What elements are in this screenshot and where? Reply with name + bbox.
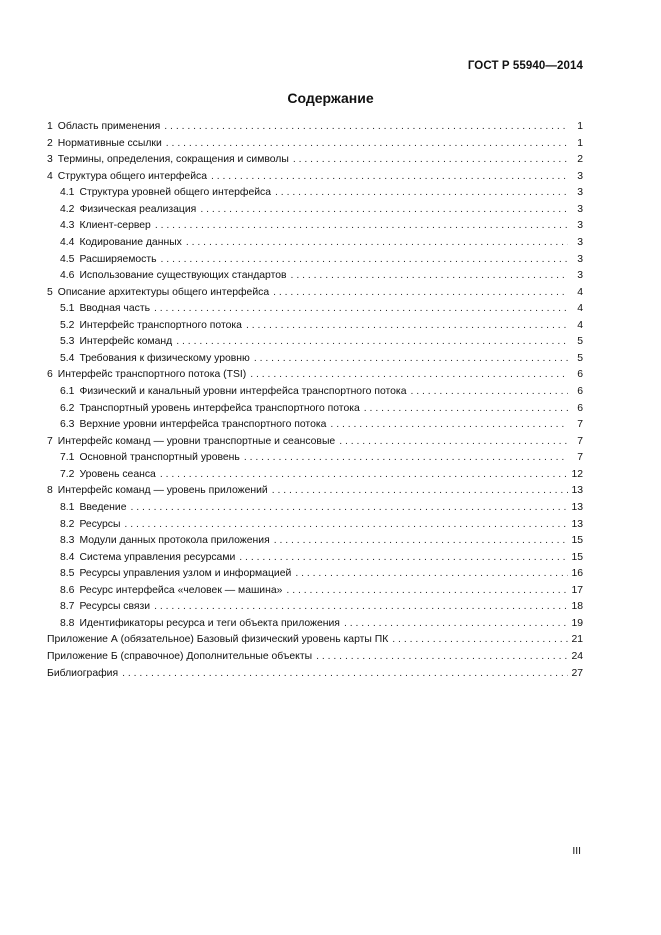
toc-entry-number: 8 — [47, 485, 53, 497]
toc-entry[interactable] — [47, 467, 583, 484]
toc-entry-number: 5.4 — [60, 352, 75, 364]
toc-entry-number: 8.2 — [60, 518, 75, 530]
toc-entry[interactable] — [47, 417, 583, 434]
toc-entry[interactable] — [47, 119, 583, 136]
toc-leader-dots — [364, 401, 568, 418]
toc-entry-number: 4.1 — [60, 187, 75, 199]
toc-entry-title: Транспортный уровень интерфейса транспортного потока — [79, 402, 360, 414]
toc-entry-title: Основной транспортный уровень — [79, 452, 240, 464]
toc-entry-number: 8.1 — [60, 501, 75, 513]
toc-leader-dots — [291, 268, 568, 285]
toc-entry-title: Физический и канальный уровни интерфейса транспортного потока — [79, 386, 407, 397]
toc-entry[interactable] — [47, 533, 583, 550]
toc-entry-page: 7 — [577, 419, 583, 431]
toc-leader-dots — [410, 384, 568, 401]
toc-entry-title: Область применения — [57, 121, 161, 132]
toc-leader-dots — [344, 616, 568, 633]
toc-entry-number: 5.2 — [60, 319, 75, 331]
toc-entry-number: 4.6 — [60, 270, 75, 282]
toc-entry[interactable] — [47, 616, 583, 633]
toc-entry-title: Модули данных протокола приложения — [79, 535, 270, 547]
toc-leader-dots — [160, 467, 568, 484]
toc-entry-title: Ресурс интерфейса «человек — машина» — [79, 584, 283, 596]
toc-leader-dots — [250, 367, 568, 384]
toc-entry-title: Система управления ресурсами — [79, 551, 236, 563]
toc-entry-page: 6 — [577, 369, 583, 381]
toc-entry-page: 3 — [577, 220, 583, 232]
toc-entry-page: 6 — [577, 402, 583, 414]
toc-entry-number: 8.8 — [60, 617, 75, 629]
toc-entry[interactable] — [47, 384, 583, 401]
toc-entry-title: Интерфейс команд — уровни транспортные и сеансовые — [57, 435, 336, 447]
toc-entry-number: 4.2 — [60, 203, 75, 215]
toc-entry-title: Использование существующих стандартов — [79, 270, 287, 282]
toc-entry-title: Интерфейс команд — уровень приложений — [57, 485, 268, 497]
toc-entry-page: 19 — [571, 617, 583, 629]
toc-entry-page: 3 — [577, 203, 583, 215]
toc-entry-page: 4 — [577, 303, 583, 315]
toc-leader-dots — [273, 285, 568, 302]
toc-entry-page: 27 — [571, 667, 583, 679]
toc-entry-page: 21 — [571, 634, 583, 646]
toc-entry-number: 8.5 — [60, 568, 75, 580]
toc-title: Содержание — [287, 90, 374, 106]
toc-leader-dots — [155, 218, 568, 235]
toc-entry-page: 15 — [571, 535, 583, 547]
toc-entry-title: Уровень сеанса — [79, 468, 156, 480]
toc-entry-title: Требования к физическому уровню — [79, 352, 250, 364]
toc-entry-title: Ресурсы — [79, 518, 121, 530]
toc-entry-title: Ресурсы связи — [79, 601, 151, 613]
toc-entry-title: Термины, определения, сокращения и символы — [57, 154, 289, 166]
toc-entry[interactable] — [47, 632, 583, 649]
toc-leader-dots — [161, 252, 568, 269]
toc-entry-page: 3 — [577, 253, 583, 265]
toc-entry[interactable] — [47, 252, 583, 269]
toc-entry[interactable] — [47, 434, 583, 451]
toc-entry-page: 4 — [577, 286, 583, 298]
toc-entry-page: 3 — [577, 170, 583, 182]
toc-entry-number: 6.2 — [60, 402, 75, 414]
toc-entry-title: Описание архитектуры общего интерфейса — [57, 286, 270, 298]
toc-entry[interactable] — [47, 550, 583, 567]
toc-entry-title: Библиография — [47, 667, 119, 679]
toc-entry-number: 8.4 — [60, 551, 75, 563]
toc-leader-dots — [286, 583, 568, 600]
toc-entry[interactable] — [47, 649, 583, 666]
toc-entry-page: 7 — [577, 452, 583, 464]
toc-entry-number: 7.2 — [60, 468, 75, 480]
toc-entry-page: 7 — [577, 435, 583, 447]
toc-entry-title: Нормативные ссылки — [57, 137, 162, 149]
toc-entry-number: 4.4 — [60, 236, 75, 248]
toc-entry-number: 4.3 — [60, 220, 75, 232]
toc-leader-dots — [122, 666, 568, 683]
toc-entry[interactable] — [47, 599, 583, 616]
toc-leader-dots — [339, 434, 568, 451]
toc-entry[interactable] — [47, 318, 583, 335]
toc-entry-title: Физическая реализация — [79, 203, 197, 215]
toc-entry-number: 6.3 — [60, 419, 75, 431]
toc-entry-page: 13 — [571, 485, 583, 497]
toc-entry-title: Кодирование данных — [79, 236, 182, 248]
toc-leader-dots — [275, 185, 568, 202]
toc-entry-number: 8.7 — [60, 601, 75, 613]
toc-entry-number: 2 — [47, 137, 53, 149]
toc-leader-dots — [186, 235, 568, 252]
toc-entry-page: 12 — [571, 468, 583, 480]
toc-leader-dots — [166, 136, 568, 153]
toc-entry-page: 18 — [571, 601, 583, 613]
toc-leader-dots — [164, 119, 568, 136]
toc-entry-number: 6.1 — [60, 386, 75, 397]
toc-entry-title: Ресурсы управления узлом и информацией — [79, 568, 292, 580]
toc-entry-page: 4 — [577, 319, 583, 331]
toc-entry-title: Расширяемость — [79, 253, 157, 265]
toc-entry-number: 7.1 — [60, 452, 75, 464]
toc-entry-title: Интерфейс транспортного потока (TSI) — [57, 369, 247, 381]
toc-entry-number: 4 — [47, 170, 53, 182]
toc-entry-number: 8.3 — [60, 535, 75, 547]
toc-entry-number: 5 — [47, 286, 53, 298]
toc-entry-number: 7 — [47, 435, 53, 447]
toc-entry-title: Приложение А (обязательное) Базовый физический уровень карты ПК — [47, 634, 389, 646]
page-number: III — [572, 846, 581, 857]
toc-entry[interactable] — [47, 401, 583, 418]
toc-entry[interactable] — [47, 301, 583, 318]
toc-entry-page: 6 — [577, 386, 583, 397]
toc-entry[interactable] — [47, 367, 583, 384]
toc-entry[interactable] — [47, 666, 583, 683]
toc-entry[interactable] — [47, 566, 583, 583]
toc-entry-title: Приложение Б (справочное) Дополнительные объекты — [47, 651, 313, 662]
toc-entry-number: 1 — [47, 121, 53, 132]
toc-entry[interactable] — [47, 583, 583, 600]
toc-entry-page: 3 — [577, 236, 583, 248]
toc-entry[interactable] — [47, 185, 583, 202]
toc-leader-dots — [131, 500, 569, 517]
toc-leader-dots — [316, 649, 568, 666]
toc-entry[interactable] — [47, 334, 583, 351]
toc-leader-dots — [392, 632, 568, 649]
toc-entry-number: 3 — [47, 154, 53, 166]
toc-entry-page: 3 — [577, 270, 583, 282]
toc-entry-page: 5 — [577, 336, 583, 348]
toc-entry[interactable] — [47, 218, 583, 235]
toc-leader-dots — [154, 301, 568, 318]
toc-leader-dots — [272, 483, 568, 500]
toc-entry-page: 2 — [577, 154, 583, 166]
toc-leader-dots — [244, 450, 568, 467]
toc-entry-title: Верхние уровни интерфейса транспортного потока — [79, 419, 327, 431]
toc-leader-dots — [124, 517, 568, 534]
toc-entry[interactable] — [47, 235, 583, 252]
toc-entry[interactable] — [47, 517, 583, 534]
toc-leader-dots — [254, 351, 568, 368]
toc-entry-number: 5.3 — [60, 336, 75, 348]
toc-entry-number: 8.6 — [60, 584, 75, 596]
toc-entry-page: 17 — [571, 584, 583, 596]
toc-entry[interactable] — [47, 351, 583, 368]
toc-entry[interactable] — [47, 202, 583, 219]
toc-leader-dots — [293, 152, 568, 169]
toc-entry[interactable] — [47, 450, 583, 467]
toc-entry-title: Структура общего интерфейса — [57, 170, 207, 182]
toc-leader-dots — [274, 533, 568, 550]
toc-entry-page: 13 — [571, 501, 583, 513]
toc-leader-dots — [211, 169, 568, 186]
toc-entry-number: 4.5 — [60, 253, 75, 265]
toc-leader-dots — [330, 417, 568, 434]
toc-entry[interactable] — [47, 152, 583, 169]
toc-leader-dots — [246, 318, 568, 335]
toc-leader-dots — [239, 550, 568, 567]
toc-entry-page: 1 — [577, 121, 583, 132]
toc-entry-title: Введение — [79, 501, 127, 513]
toc-entry[interactable] — [47, 136, 583, 153]
toc-entry[interactable] — [47, 483, 583, 500]
toc-leader-dots — [295, 566, 568, 583]
toc-entry-page: 24 — [571, 651, 583, 662]
toc-entry-title: Интерфейс транспортного потока — [79, 319, 242, 331]
toc-leader-dots — [176, 334, 568, 351]
toc-entry-page: 5 — [577, 352, 583, 364]
toc-entry-title: Клиент-сервер — [79, 220, 151, 232]
toc-entry[interactable] — [47, 285, 583, 302]
toc-entry-page: 1 — [577, 137, 583, 149]
toc-entry-number: 6 — [47, 369, 53, 381]
toc-entry[interactable] — [47, 268, 583, 285]
toc-entry-page: 3 — [577, 187, 583, 199]
toc-entry-number: 5.1 — [60, 303, 75, 315]
toc-leader-dots — [154, 599, 568, 616]
toc-entry[interactable] — [47, 169, 583, 186]
toc-entry-page: 15 — [571, 551, 583, 563]
toc-entry-title: Структура уровней общего интерфейса — [79, 187, 272, 199]
toc-entry-page: 16 — [571, 568, 583, 580]
toc-entry-title: Идентификаторы ресурса и теги объекта приложения — [79, 617, 340, 629]
toc-entry-title: Интерфейс команд — [79, 336, 173, 348]
toc-entry[interactable] — [47, 500, 583, 517]
toc-leader-dots — [200, 202, 568, 219]
table-of-contents — [47, 119, 583, 682]
document-code: ГОСТ Р 55940—2014 — [467, 60, 583, 72]
toc-entry-title: Вводная часть — [79, 303, 150, 315]
toc-entry-page: 13 — [571, 518, 583, 530]
